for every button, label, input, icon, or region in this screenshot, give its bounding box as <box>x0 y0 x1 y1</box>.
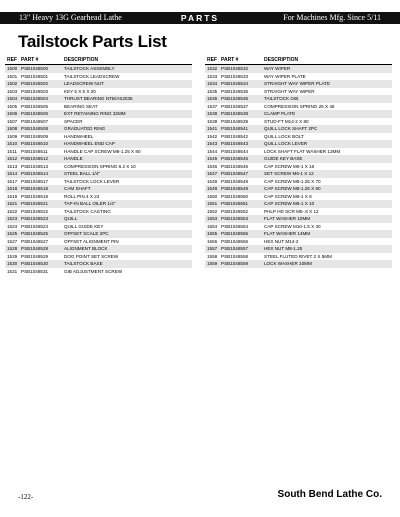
table-row <box>205 95 392 103</box>
table-row <box>205 125 392 133</box>
ref-cell: 1544 <box>207 148 218 154</box>
part-number-cell: PSB1048543 <box>219 140 262 148</box>
description-cell: CAP SCREW M8-1.25 X 60 <box>262 185 392 193</box>
table-row <box>205 73 392 81</box>
table-row <box>5 253 192 261</box>
ref-cell: 1554 <box>207 223 218 229</box>
description-cell: TAP-IN BALL OILER 1/4" <box>62 200 192 208</box>
part-number-cell: PSB1048509 <box>21 133 49 139</box>
table-row <box>205 140 392 148</box>
ref-cell: 1503 <box>7 88 18 94</box>
table-row <box>205 245 392 253</box>
part-column-header: PART # <box>219 57 262 65</box>
ref-cell: 1531 <box>7 268 18 274</box>
part-number-cell: PSB1048531 <box>21 268 49 274</box>
ref-column-header: REF <box>7 57 17 63</box>
ref-cell: 1552 <box>207 208 218 214</box>
part-number-cell: PSB1048508 <box>19 125 62 133</box>
part-number-cell: PSB1048552 <box>221 208 249 214</box>
table-row <box>5 80 192 88</box>
description-cell: CAM SHAFT <box>62 185 192 193</box>
table-row <box>5 95 192 103</box>
part-number-cell: PSB1048530 <box>19 260 62 268</box>
table-row <box>205 260 392 268</box>
description-cell: LOCK WASHER 10MM <box>262 260 392 268</box>
description-cell: KEY 5 X 5 X 20 <box>64 88 96 94</box>
table-row <box>5 268 192 276</box>
description-cell: GRADUATED RING <box>62 125 192 133</box>
description-cell: QUILL <box>62 215 192 223</box>
description-cell: STRAIGHT WAY WIPER PLATE <box>262 80 392 88</box>
table-row <box>205 170 392 178</box>
ref-cell: 1507 <box>7 118 18 124</box>
table-row <box>205 110 392 118</box>
description-cell: WAY WIPER PLATE <box>264 73 306 79</box>
description-cell: GUIDE KEY BASE <box>262 155 392 163</box>
table-row <box>205 155 392 163</box>
description-cell: STEEL BALL 1/4" <box>62 170 192 178</box>
description-cell: EXT RETAINING RING 32MM <box>62 110 192 118</box>
part-number-cell: PSB1048514 <box>19 170 62 178</box>
description-cell: QUILL LOCK SHAFT 2PC <box>262 125 392 133</box>
description-cell: STEEL FLUTED RIVET 2 X 5MM <box>264 253 332 259</box>
description-cell: WAY WIPER <box>262 65 392 73</box>
table-row <box>5 163 192 171</box>
ref-cell: 1508 <box>7 126 18 131</box>
part-number-cell: PSB1048544 <box>221 148 249 154</box>
ref-cell: 1500 <box>7 66 18 71</box>
part-number-cell: PSB1048522 <box>21 208 49 214</box>
part-number-cell: PSB1048525 <box>19 230 62 238</box>
part-number-cell: PSB1048551 <box>219 200 262 208</box>
part-number-cell: PSB1048517 <box>21 178 49 184</box>
part-number-cell: PSB1048523 <box>19 215 62 223</box>
description-cell: COMPRESSION SPRING 25 X 46 <box>264 103 335 109</box>
table-row <box>205 65 392 73</box>
ref-cell: 1522 <box>7 208 18 214</box>
part-number-cell: PSB1048536 <box>219 95 262 103</box>
part-number-cell: PSB1048521 <box>19 200 62 208</box>
part-number-cell: PSB1048512 <box>19 155 62 163</box>
description-cell: ALIGNMENT BLOCK <box>62 245 192 253</box>
table-row <box>5 103 192 111</box>
ref-cell: 1557 <box>207 246 218 251</box>
ref-cell: 1532 <box>207 66 218 71</box>
ref-column-header: REF <box>207 57 217 63</box>
table-row <box>205 148 392 156</box>
part-number-cell: PSB1048534 <box>219 80 262 88</box>
part-number-cell: PSB1048533 <box>221 73 249 79</box>
table-row <box>205 238 392 246</box>
ref-cell: 1524 <box>7 223 18 229</box>
part-number-cell: PSB1048545 <box>219 155 262 163</box>
table-row <box>5 193 192 201</box>
part-number-cell: PSB1048559 <box>219 260 262 268</box>
parts-table-right <box>205 57 392 268</box>
part-number-cell: PSB1048505 <box>21 103 49 109</box>
ref-cell: 1506 <box>7 111 18 116</box>
part-number-cell: PSB1048519 <box>21 193 49 199</box>
description-cell: TAILSTOCK GIB <box>262 95 392 103</box>
description-cell: HEX NUT M8-1.25 <box>262 245 392 253</box>
ref-cell: 1550 <box>207 193 218 199</box>
ref-cell: 1535 <box>207 88 218 94</box>
brand-logo-text: South Bend Lathe Co. <box>277 489 382 500</box>
part-number-cell: PSB1048537 <box>221 103 249 109</box>
ref-cell: 1530 <box>7 261 18 266</box>
description-cell: HANDLE CAP SCREW M8-1.25 X 80 <box>64 148 141 154</box>
table-row <box>205 185 392 193</box>
table-row <box>205 133 392 141</box>
part-number-cell: PSB1048546 <box>221 163 249 169</box>
part-number-cell: PSB1048532 <box>219 65 262 73</box>
ref-cell: 1542 <box>207 133 218 139</box>
table-row <box>205 200 392 208</box>
table-row <box>205 88 392 96</box>
table-row <box>5 223 192 231</box>
ref-cell: 1512 <box>7 156 18 161</box>
description-cell: LOCK SHAFT FLAT WASHER 12MM <box>264 148 341 154</box>
table-row <box>205 193 392 201</box>
part-number-cell: PSB1048553 <box>219 215 262 223</box>
description-cell: CAP SCREW M6-1 X 8 <box>264 193 312 199</box>
part-number-cell: PSB1048542 <box>221 133 249 139</box>
part-number-cell: PSB1048550 <box>221 193 249 199</box>
description-cell: TAILSTOCK LOCK LEVER <box>64 178 120 184</box>
ref-cell: 1533 <box>207 73 218 79</box>
table-row <box>5 208 192 216</box>
ref-cell: 1518 <box>7 186 18 191</box>
description-cell: PHLP HD SCR M5-.8 X 12 <box>264 208 319 214</box>
description-cell: GIB ADJUSTMENT SCREW <box>64 268 123 274</box>
description-cell: CAP SCREW M10-1.5 X 40 <box>264 223 321 229</box>
table-header-row <box>5 57 192 65</box>
ref-cell: 1528 <box>7 246 18 251</box>
ref-cell: 1514 <box>7 171 18 176</box>
description-cell: BEARING SEAT <box>64 103 98 109</box>
parts-table-left-body <box>5 65 192 276</box>
description-cell: OFFSET SCALE 2PC <box>62 230 192 238</box>
description-cell: SET SCREW M6-1 X 12 <box>262 170 392 178</box>
description-column-header: DESCRIPTION <box>62 57 192 65</box>
part-number-cell: PSB1048527 <box>21 238 49 244</box>
table-row <box>5 110 192 118</box>
table-row <box>205 163 392 171</box>
ref-cell: 1511 <box>7 148 17 154</box>
part-number-cell: PSB1048548 <box>221 178 249 184</box>
description-cell: DOG POINT SET SCREW <box>64 253 119 259</box>
description-cell: OFFSET ALIGNMENT PIN <box>64 238 119 244</box>
part-number-cell: PSB1048503 <box>21 88 49 94</box>
part-number-cell: PSB1048506 <box>19 110 62 118</box>
table-row <box>5 155 192 163</box>
description-cell: CAP SCREW M6-1 X 10 <box>262 200 392 208</box>
table-row <box>205 118 392 126</box>
description-cell: FLAT WASHER 14MM <box>262 230 392 238</box>
part-number-cell: PSB1048557 <box>219 245 262 253</box>
part-number-cell: PSB1048510 <box>19 140 62 148</box>
ref-cell: 1548 <box>207 178 218 184</box>
table-row <box>205 103 392 111</box>
part-number-cell: PSB1048541 <box>219 125 262 133</box>
part-number-cell: PSB1048513 <box>21 163 49 169</box>
description-cell: QUILL LOCK LEVER <box>262 140 392 148</box>
description-cell: STUD-FT M14-2 X 80 <box>264 118 309 124</box>
description-column-header: DESCRIPTION <box>262 57 392 65</box>
description-cell: COMPRESSION SPRING 6.2 X 10 <box>64 163 136 169</box>
ref-cell: 1538 <box>207 111 218 116</box>
table-row <box>5 200 192 208</box>
table-row <box>5 133 192 141</box>
part-number-cell: PSB1048529 <box>21 253 49 259</box>
part-number-cell: PSB1048504 <box>19 95 62 103</box>
part-number-cell: PSB1048549 <box>219 185 262 193</box>
parts-table-right-body <box>205 65 392 268</box>
table-row <box>5 73 192 81</box>
table-row <box>5 118 192 126</box>
ref-cell: 1539 <box>207 118 218 124</box>
ref-cell: 1534 <box>207 81 218 86</box>
table-row <box>5 215 192 223</box>
header-section-label: PARTS <box>180 13 220 23</box>
ref-cell: 1519 <box>7 193 18 199</box>
description-cell: TAILSTOCK LEADSCREW <box>64 73 120 79</box>
page-number: -122- <box>18 493 34 501</box>
table-row <box>5 260 192 268</box>
description-cell: HEX NUT M14-2 <box>264 238 299 244</box>
ref-cell: 1517 <box>7 178 18 184</box>
table-row <box>5 245 192 253</box>
table-row <box>5 238 192 246</box>
parts-table-left <box>5 57 192 275</box>
ref-cell: 1505 <box>7 103 18 109</box>
table-header-row <box>205 57 392 65</box>
header-bar <box>0 12 400 24</box>
header-machine-name: 13" Heavy 13G Gearhead Lathe <box>19 13 122 22</box>
ref-cell: 1551 <box>207 201 218 206</box>
ref-cell: 1536 <box>207 96 218 101</box>
table-row <box>5 170 192 178</box>
ref-cell: 1547 <box>207 171 218 176</box>
ref-cell: 1504 <box>7 96 18 101</box>
table-row <box>205 215 392 223</box>
ref-cell: 1558 <box>207 253 218 259</box>
part-number-cell: PSB1048518 <box>19 185 62 193</box>
part-number-cell: PSB1048502 <box>19 80 62 88</box>
table-row <box>5 125 192 133</box>
ref-cell: 1537 <box>207 103 218 109</box>
ref-cell: 1509 <box>7 133 18 139</box>
ref-cell: 1501 <box>7 73 18 79</box>
ref-cell: 1521 <box>7 201 18 206</box>
part-number-cell: PSB1048500 <box>19 65 62 73</box>
part-number-cell: PSB1048528 <box>19 245 62 253</box>
part-number-cell: PSB1048558 <box>221 253 249 259</box>
ref-cell: 1529 <box>7 253 18 259</box>
table-row <box>205 253 392 261</box>
ref-cell: 1510 <box>7 141 18 146</box>
description-cell: TAILSTOCK BASE <box>62 260 192 268</box>
table-row <box>205 80 392 88</box>
part-number-cell: PSB1048524 <box>21 223 49 229</box>
part-number-cell: PSB1048547 <box>219 170 262 178</box>
ref-cell: 1549 <box>207 186 218 191</box>
table-row <box>5 178 192 186</box>
description-cell: ROLL PIN 4 X 24 <box>64 193 100 199</box>
part-number-cell: PSB1048538 <box>219 110 262 118</box>
description-cell: CAP SCREW M6-1 X 16 <box>264 163 315 169</box>
ref-cell: 1523 <box>7 216 18 221</box>
description-cell: HANDWHEEL END CAP <box>62 140 192 148</box>
ref-cell: 1513 <box>7 163 18 169</box>
description-cell: CAP SCREW M8-1.25 X 70 <box>264 178 321 184</box>
ref-cell: 1553 <box>207 216 218 221</box>
description-cell: FLAT WASHER 10MM <box>262 215 392 223</box>
part-number-cell: PSB1048511 <box>21 148 48 154</box>
ref-cell: 1541 <box>207 126 218 131</box>
table-row <box>205 178 392 186</box>
description-cell: THRUST BEARING NTB/AS2035 <box>62 95 192 103</box>
table-row <box>205 230 392 238</box>
table-row <box>205 208 392 216</box>
part-number-cell: PSB1048539 <box>221 118 249 124</box>
part-number-cell: PSB1048535 <box>221 88 249 94</box>
ref-cell: 1525 <box>7 231 18 236</box>
table-row <box>5 65 192 73</box>
table-row <box>205 223 392 231</box>
description-cell: SPACER <box>64 118 83 124</box>
table-row <box>5 88 192 96</box>
part-number-cell: PSB1048501 <box>21 73 49 79</box>
description-cell: HANDLE <box>62 155 192 163</box>
table-row <box>5 148 192 156</box>
part-number-cell: PSB1048554 <box>221 223 249 229</box>
ref-cell: 1559 <box>207 261 218 266</box>
ref-cell: 1527 <box>7 238 18 244</box>
description-cell: LEADSCREW NUT <box>62 80 192 88</box>
ref-cell: 1545 <box>207 156 218 161</box>
description-cell: TAILSTOCK CASTING <box>64 208 111 214</box>
page-title: Tailstock Parts List <box>18 32 167 51</box>
description-cell: TAILSTOCK ASSEMBLY <box>62 65 192 73</box>
description-cell: HANDWHEEL <box>64 133 94 139</box>
ref-cell: 1546 <box>207 163 218 169</box>
part-number-cell: PSB1048556 <box>221 238 249 244</box>
ref-cell: 1502 <box>7 81 18 86</box>
part-column-header: PART # <box>19 57 62 65</box>
ref-cell: 1543 <box>207 141 218 146</box>
description-cell: QUILL GUIDE KEY <box>64 223 104 229</box>
ref-cell: 1556 <box>207 238 218 244</box>
description-cell: CLAMP PLATE <box>262 110 392 118</box>
part-number-cell: PSB1048555 <box>219 230 262 238</box>
ref-cell: 1555 <box>207 231 218 236</box>
table-row <box>5 230 192 238</box>
description-cell: STRAIGHT WAY WIPER <box>264 88 315 94</box>
table-row <box>5 185 192 193</box>
description-cell: QUILL LOCK BOLT <box>264 133 304 139</box>
part-number-cell: PSB1048507 <box>21 118 49 124</box>
table-row <box>5 140 192 148</box>
header-manufacture-note: For Machines Mfg. Since 5/11 <box>283 13 381 22</box>
